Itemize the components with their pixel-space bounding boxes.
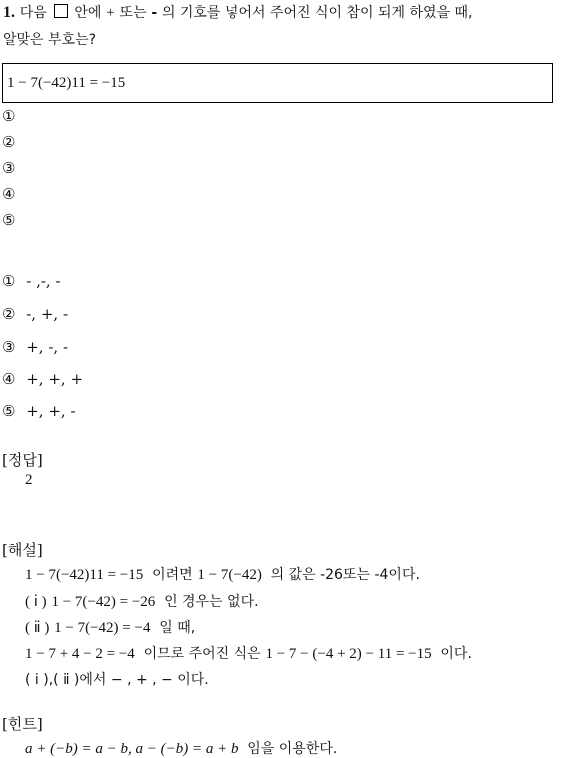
explanation-line-3 — [25, 617, 195, 637]
choice-number: ① — [2, 272, 16, 290]
explanation-line-1 — [25, 564, 420, 584]
choice-1[interactable] — [2, 272, 61, 290]
plus-sign: + — [106, 5, 115, 21]
choice-5[interactable] — [2, 402, 76, 420]
choice-text: +, -, - — [26, 338, 69, 356]
text: 이려면 — [152, 567, 193, 583]
question-text-b: 안에 — [74, 5, 102, 21]
math: 1 − 7 + 4 − 2 = −4 — [25, 646, 135, 662]
expression-box — [2, 63, 553, 103]
explanation-line-5: ( ⅰ ),( ⅱ )에서 − , + , − 이다. — [25, 672, 209, 688]
answer-label: [정답] — [2, 451, 43, 469]
answer-value: 2 — [25, 472, 33, 488]
blank-choice-5[interactable]: ⑤ — [2, 211, 16, 229]
question-number: 1. — [3, 4, 15, 21]
blank-choice-2[interactable]: ② — [2, 133, 16, 151]
choice-text: - ,-, - — [26, 272, 61, 290]
choice-text: +, +, + — [26, 370, 84, 388]
blank-choice-4[interactable]: ④ — [2, 185, 16, 203]
choice-4[interactable] — [2, 370, 83, 388]
choice-3[interactable] — [2, 338, 68, 356]
explanation-line-4 — [25, 643, 472, 663]
math: 1 − 7(−42)11 = −15 — [25, 567, 144, 583]
math: 1 − 7(−42) — [197, 567, 262, 583]
case-label: ( ⅱ ) — [25, 620, 50, 636]
question-line-1 — [3, 2, 472, 22]
blank-choice-1[interactable]: ① — [2, 107, 16, 125]
choice-number: ⑤ — [2, 402, 16, 420]
question-line-2: 알맞은 부호는? — [3, 32, 97, 48]
math: 1 − 7(−42) = −26 — [51, 594, 156, 610]
choice-number: ④ — [2, 370, 16, 388]
text: 일 때, — [159, 620, 196, 636]
math: 1 − 7 − (−4 + 2) − 11 = −15 — [265, 646, 432, 662]
hint-label: [힌트] — [2, 715, 43, 733]
blank-choice-3[interactable]: ③ — [2, 159, 16, 177]
math: a + (−b) = a − b, a − (−b) = a + b — [25, 741, 239, 757]
choice-text: +, +, - — [26, 402, 76, 420]
choice-text: -, +, - — [26, 305, 69, 323]
choice-number: ③ — [2, 338, 16, 356]
blank-square-icon — [54, 4, 68, 18]
math: 1 − 7(−42) = −4 — [54, 620, 151, 636]
choice-number: ② — [2, 305, 16, 323]
text: 의 값은 -26또는 -4이다. — [270, 567, 420, 583]
minus-sign: - — [151, 5, 158, 21]
explanation-line-2 — [25, 591, 259, 611]
question-text-a: 다음 — [19, 5, 47, 21]
question-text-c: 또는 — [119, 5, 147, 21]
question-text-d: 의 기호를 넣어서 주어진 식이 참이 되게 하였을 때, — [161, 5, 473, 21]
text: 이다. — [440, 646, 472, 662]
text: 인 경우는 없다. — [164, 594, 259, 610]
text: 이므로 주어진 식은 — [143, 646, 261, 662]
choice-2[interactable] — [2, 305, 68, 323]
case-label: ( ⅰ ) — [25, 594, 47, 610]
explanation-label: [해설] — [2, 541, 43, 559]
hint-line — [25, 738, 337, 758]
expression: 1 − 7(−42)11 = −15 — [7, 75, 126, 91]
text: 임을 이용한다. — [247, 741, 338, 757]
